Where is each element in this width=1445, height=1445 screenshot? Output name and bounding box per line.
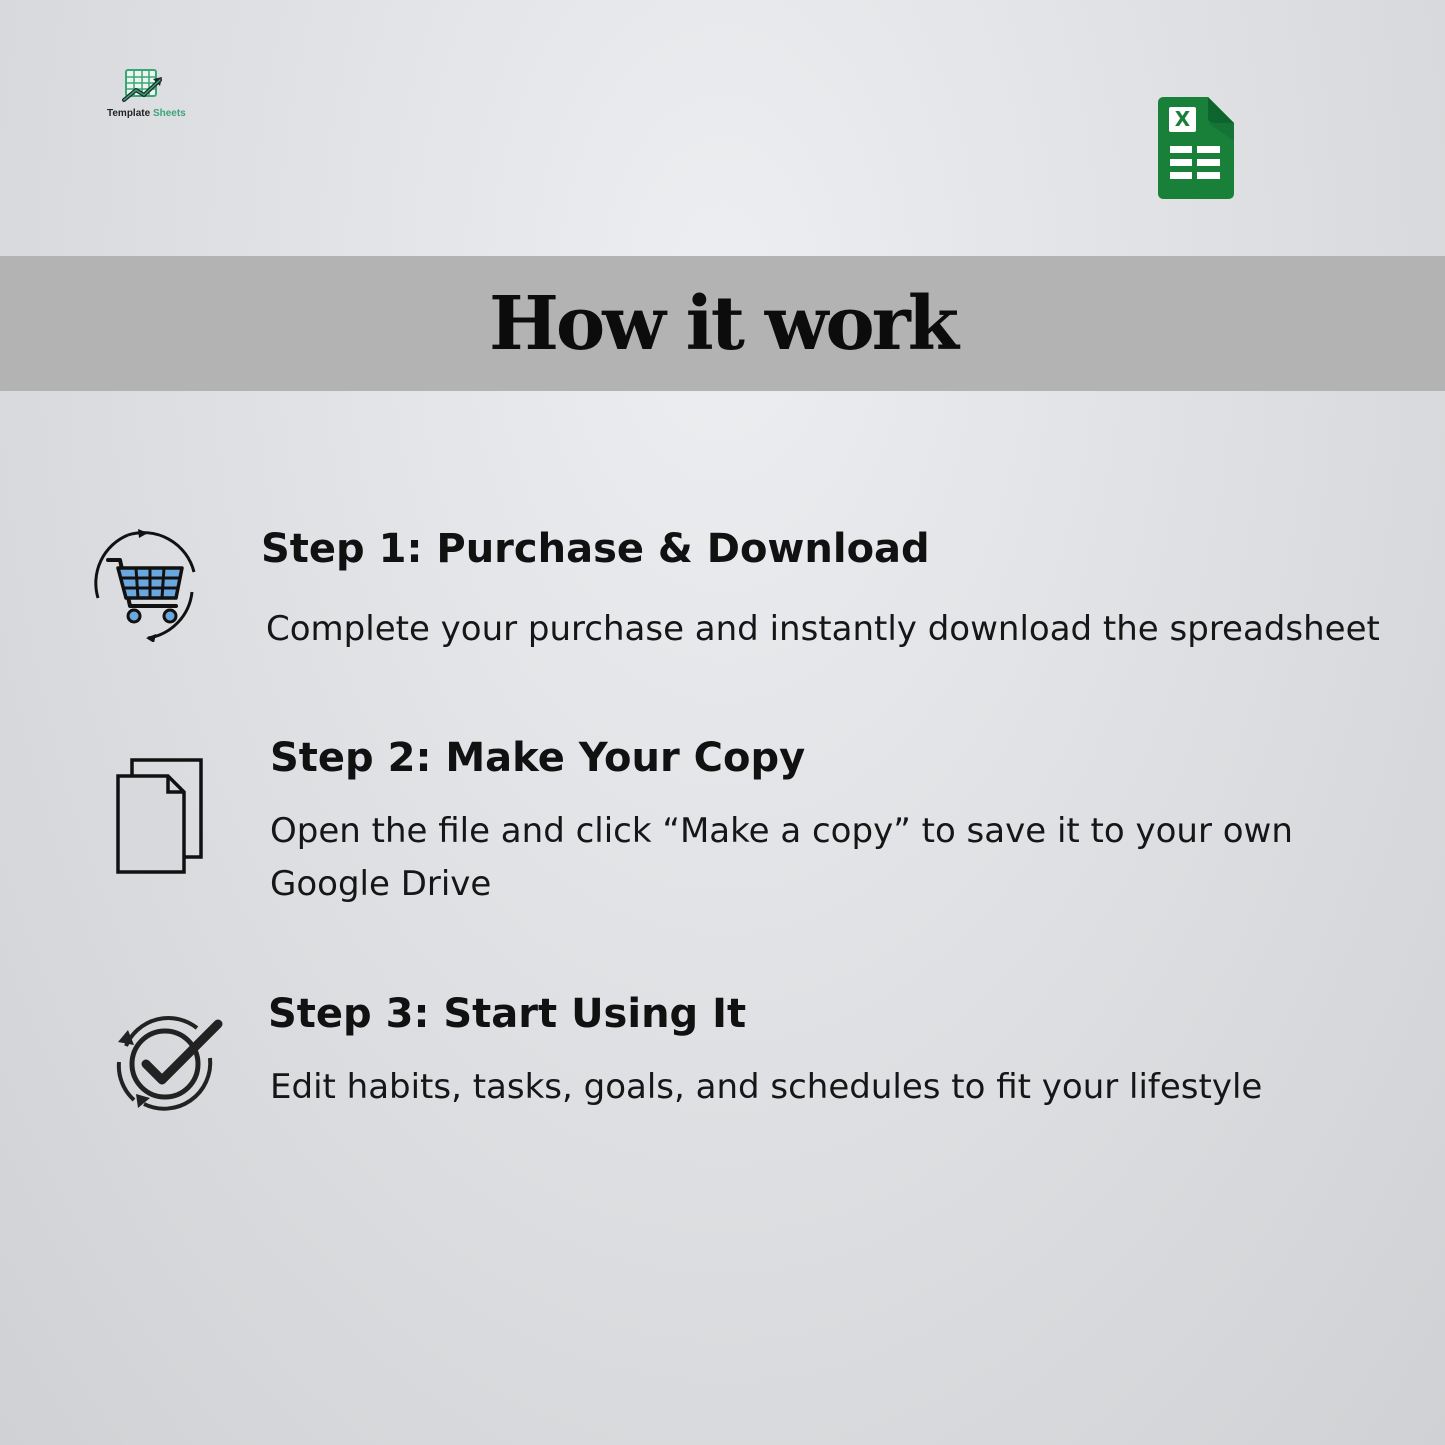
page-title: How it work	[488, 280, 957, 367]
title-banner	[0, 256, 1445, 391]
brand-logo	[100, 66, 190, 126]
step-2-description: Open the file and click “Make a copy” to save it to your own Google Drive	[270, 811, 1293, 904]
step-1-title: Step 1: Purchase & Download	[261, 526, 930, 572]
spreadsheet-chart-icon	[122, 68, 168, 104]
sheets-letter: X	[1174, 107, 1191, 131]
step-1-description: Complete your purchase and instantly download the spreadsheet	[266, 609, 1380, 649]
copy-documents-icon	[115, 757, 205, 875]
shopping-cart-icon	[90, 526, 202, 642]
step-3-description: Edit habits, tasks, goals, and schedules to fit your lifestyle	[270, 1067, 1263, 1107]
step-2-title: Step 2: Make Your Copy	[270, 735, 806, 781]
check-circle-icon	[114, 1014, 224, 1114]
brand-name-accent: Sheets	[152, 108, 186, 119]
brand-name-primary: Template	[107, 108, 151, 119]
brand-name	[107, 108, 186, 119]
google-sheets-icon	[1158, 97, 1234, 199]
step-3-title: Step 3: Start Using It	[268, 991, 747, 1037]
